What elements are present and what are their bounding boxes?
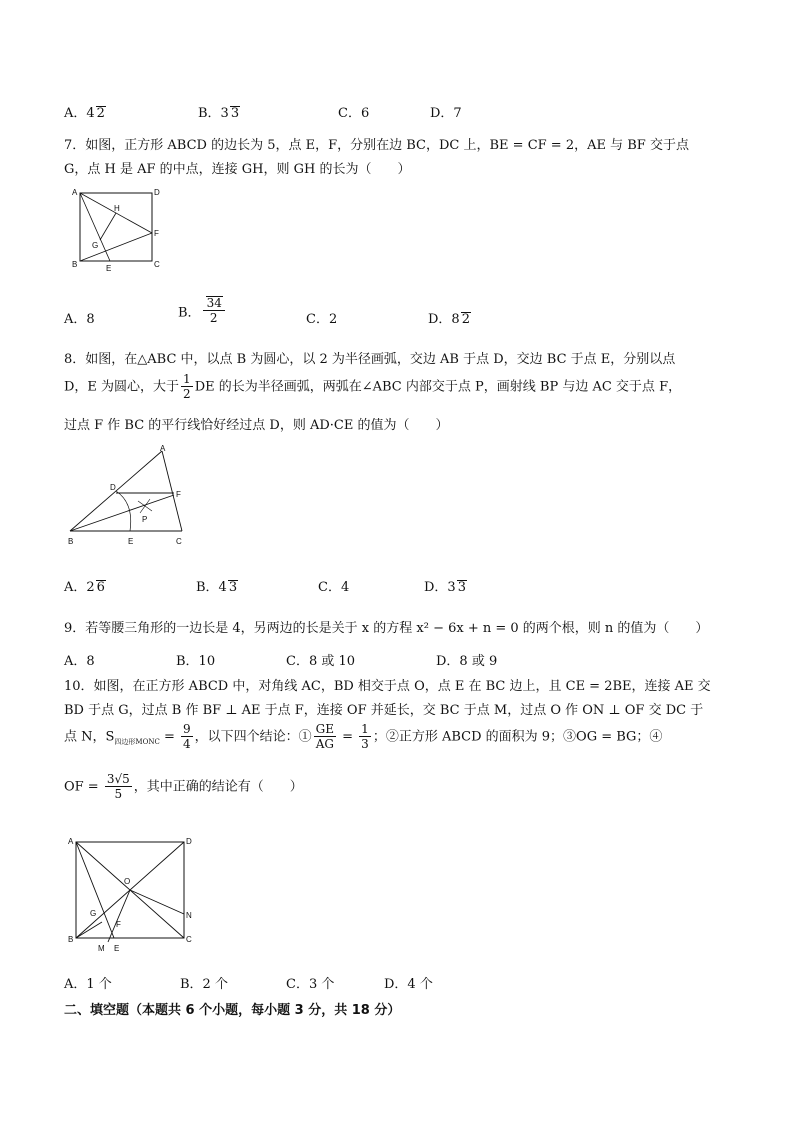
q7-label-b: B — [72, 260, 78, 269]
q10-label-n: N — [186, 911, 192, 920]
q10-label-f: F — [116, 920, 121, 929]
q10-text-line1: 10．如图，在正方形 ABCD 中，对角线 AC，BD 相交于点 O，点 E 在 BC 边上，且 CE = 2BE，连接 AE 交 — [64, 679, 711, 694]
q10-label-a: A — [68, 837, 74, 846]
q9-option-a: A．8 — [64, 654, 95, 669]
q8-label-c: C — [176, 537, 182, 546]
q7-label-f: F — [154, 229, 159, 238]
q8-option-d: D．3 3 — [424, 580, 466, 595]
q10-text-line3: 点 N，$S_{四边形MONC}$ = $\frac{9}{4}$ ，以下四个结论：① $\frac{GE}{AG}$ = $\frac{1}{3}$ ；②正方形 ABCD 的面积为 9；③OG = BG；④ — [64, 722, 663, 752]
q7-label-h: H — [114, 204, 120, 213]
q9-option-d: D．8 或 9 — [436, 654, 498, 669]
section-2-heading: 二、填空题（本题共 6 个小题，每小题 3 分，共 18 分） — [64, 1003, 401, 1018]
q10-label-m: M — [98, 944, 105, 953]
q7-option-a: A．8 — [64, 312, 95, 327]
q7-option-c: C．2 — [306, 312, 338, 327]
q10-figure — [62, 834, 196, 954]
q8-figure — [64, 443, 194, 551]
q8-text-line1: 8．如图，在△ABC 中，以点 B 为圆心，以 2 为半径画弧，交边 AB 于点 D，交边 BC 于点 E，分别以点 — [64, 352, 676, 367]
q6-option-d: D．7 — [430, 106, 462, 121]
q8-label-e: E — [128, 537, 134, 546]
q7-figure — [64, 185, 174, 275]
q8-label-a: A — [160, 444, 166, 453]
q9-text: 9．若等腰三角形的一边长是 4，另两边的长是关于 x 的方程 x² − 6x + n = 0 的两个根，则 n 的值为（ ） — [64, 621, 709, 636]
q7-option-d: D．8 2 — [428, 312, 470, 327]
q8-text-line2: D，E 为圆心，大于 $\frac{1}{2}$ DE 的长为半径画弧，两弧在∠ABC 内部交于点 P，画射线 BP 与边 AC 交于点 F， — [64, 372, 682, 402]
q10-option-b: B．2 个 — [180, 977, 228, 992]
q9-option-b: B．10 — [176, 654, 216, 669]
q7-label-a: A — [72, 188, 78, 197]
q9-option-c: C．8 或 10 — [286, 654, 356, 669]
q7-label-d: D — [154, 188, 160, 197]
q8-option-b: B．4 3 — [196, 580, 238, 595]
q6-option-c: C．6 — [338, 106, 370, 121]
q10-label-d: D — [186, 837, 192, 846]
q8-text-line3: 过点 F 作 BC 的平行线恰好经过点 D，则 AD·CE 的值为（ ） — [64, 418, 449, 433]
q7-text-line2: G，点 H 是 AF 的中点，连接 GH，则 GH 的长为（ ） — [64, 162, 411, 177]
q10-label-c: C — [186, 935, 192, 944]
q8-label-f: F — [176, 490, 181, 499]
q6-option-a: A．4 2 — [64, 106, 105, 121]
q8-label-b: B — [68, 537, 74, 546]
q7-label-e: E — [106, 264, 112, 273]
q10-label-g: G — [90, 909, 97, 918]
q10-label-e: E — [114, 944, 120, 953]
q8-label-p: P — [142, 515, 148, 524]
q6-option-b: B．3 3 — [198, 106, 240, 121]
q8-option-c: C．4 — [318, 580, 350, 595]
q7-label-c: C — [154, 260, 160, 269]
q10-option-c: C．3 个 — [286, 977, 335, 992]
q10-text-line2: BD 于点 G，过点 B 作 BF ⊥ AE 于点 F，连接 OF 并延长，交 BC 于点 M，过点 O 作 ON ⊥ OF 交 DC 于 — [64, 703, 704, 718]
q8-option-a: A．2 6 — [64, 580, 105, 595]
q10-text-line4: OF = $\frac{3√5}{5}$ ，其中正确的结论有（ ） — [64, 772, 303, 802]
q8-label-d: D — [110, 483, 116, 492]
q10-option-d: D．4 个 — [384, 977, 433, 992]
q10-option-a: A．1 个 — [64, 977, 112, 992]
q7-label-g: G — [92, 241, 99, 250]
q7-option-b: B． $\frac{34}{2}$ — [178, 296, 227, 326]
q10-label-o: O — [124, 877, 131, 886]
q10-label-b: B — [68, 935, 74, 944]
q7-text-line1: 7．如图，正方形 ABCD 的边长为 5，点 E，F，分别在边 BC，DC 上，BE = CF = 2，AE 与 BF 交于点 — [64, 138, 689, 153]
